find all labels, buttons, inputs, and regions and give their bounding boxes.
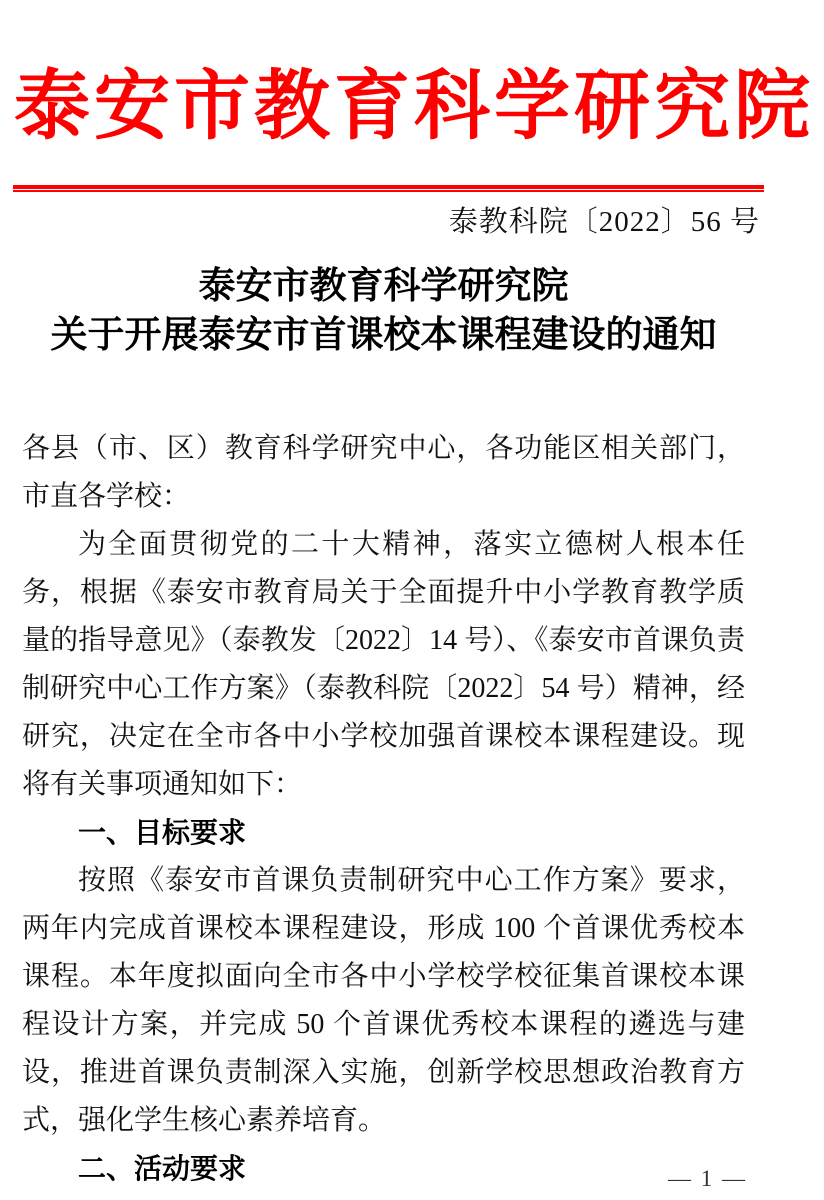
section-2-heading: 二、活动要求 (78, 1153, 247, 1184)
letterhead-divider-thin-rule (13, 190, 764, 192)
intro-paragraph: 为全面贯彻党的二十大精神，落实立德树人根本任务，根据《泰安市教育局关于全面提升中小学教育教学质量的指导意见》（泰教发〔2022〕14 号）、《泰安市首课负责制研究中心工作方案》（泰教科院〔2022〕54 号）精神，经研究，决定在全市各中小学校加强首课校本课程建设。现将有关事项通知如下： (22, 529, 745, 800)
notice-body (22, 425, 745, 1193)
page-number: — 1 — (668, 1166, 747, 1191)
section-1-paragraph: 按照《泰安市首课负责制研究中心工作方案》要求，两年内完成首课校本课程建设，形成 100 个首课优秀校本课程。本年度拟面向全市各中小学校学校征集首课校本课程设计方案，并完成 50 个首课优秀校本课程的遴选与建设，推进首课负责制深入实施，创新学校思想政治教育方式，强化学生核心素养培育。 (22, 865, 745, 1136)
notice-title-line-1: 泰安市教育科学研究院 (198, 266, 569, 307)
section-1-heading: 一、目标要求 (78, 817, 247, 848)
notice-title-line-2: 关于开展泰安市首课校本课程建设的通知 (50, 315, 717, 356)
salutation-line: 各县（市、区）教育科学研究中心，各功能区相关部门，市直各学校： (22, 433, 745, 512)
letterhead-divider-thick-rule (13, 185, 764, 189)
document-number: 泰教科院〔2022〕56 号 (448, 206, 760, 238)
letterhead-org-name: 泰安市教育科学研究院 (14, 65, 814, 149)
notice-title (22, 262, 745, 360)
letterhead-divider (13, 185, 764, 192)
